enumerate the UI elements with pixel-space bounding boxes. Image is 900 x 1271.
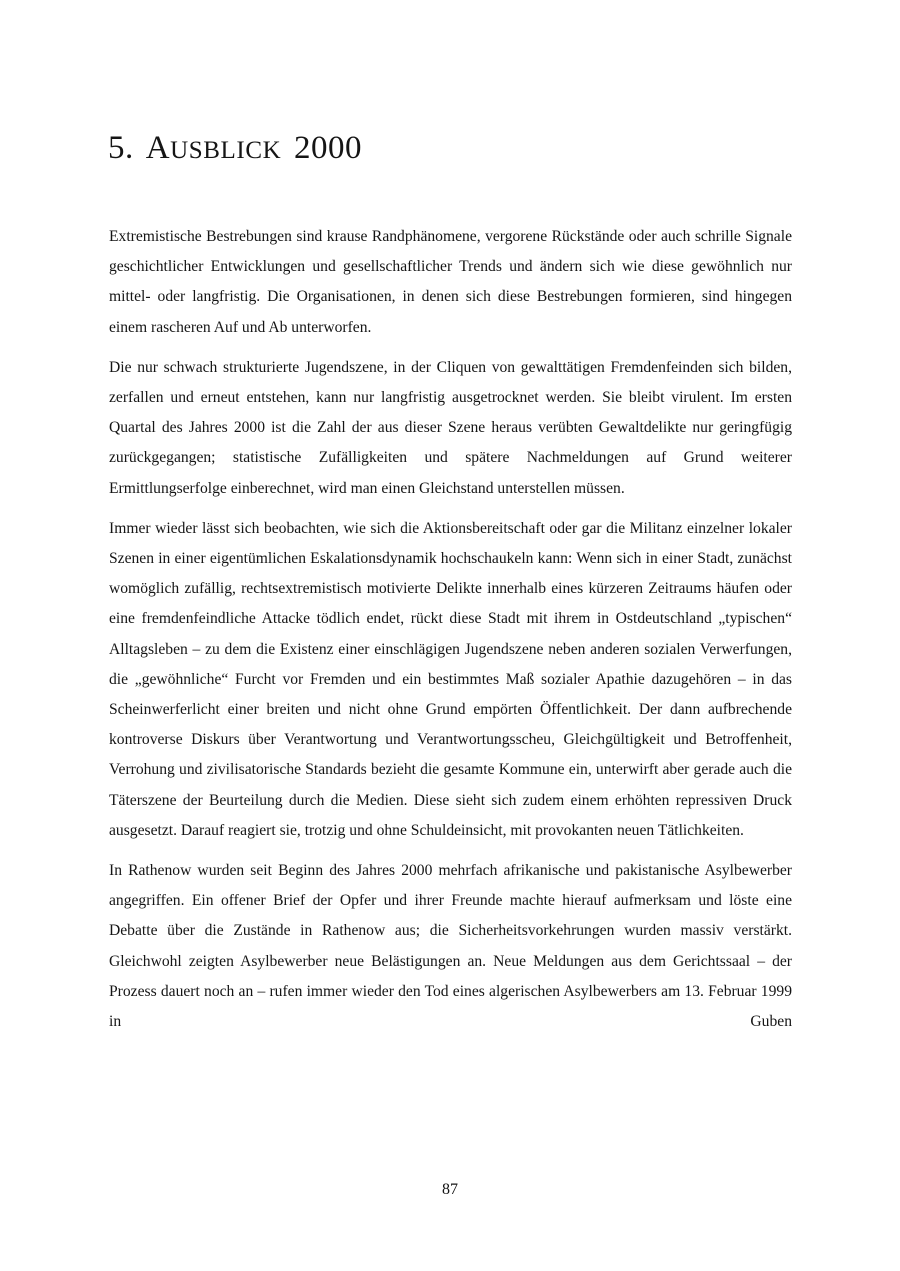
paragraph: In Rathenow wurden seit Beginn des Jahres 2000 mehrfach afrikanische und pakistanische Asylbewerber angegriffen. Ein offener Brief der Opfer und ihrer Freunde machte hierauf aufmerksam und löste eine Debatte über die Zustände in Rathenow aus; die Sicherheitsvorkehrungen wurden massiv verstärkt. Gleichwohl zeigten Asylbewerber neue Belästigungen an. Neue Meldungen aus dem Gerichtssaal – der Prozess dauert noch an – rufen immer wieder den Tod eines algerischen Asylbewerbers am 13. Februar 1999 in Guben bbox=[109, 862, 792, 1031]
chapter-heading bbox=[108, 128, 362, 171]
page-number: 87 bbox=[442, 1181, 458, 1198]
body-text bbox=[109, 222, 792, 1047]
chapter-title-initial: A bbox=[145, 130, 171, 166]
chapter-title-rest: USBLICK bbox=[170, 137, 282, 164]
chapter-year: 2000 bbox=[294, 130, 363, 166]
chapter-number: 5. bbox=[108, 130, 134, 166]
paragraph: Immer wieder lässt sich beobachten, wie sich die Aktionsbereitschaft oder gar die Militanz einzelner lokaler Szenen in einer eigentümlichen Eskalationsdynamik hochschaukeln kann: Wenn sich in einer Stadt, zunächst womöglich zufällig, rechtsextremistisch motivierte Delikte innerhalb eines kürzeren Zeitraums häufen oder eine fremdenfeindliche Attacke tödlich endet, rückt diese Stadt mit ihrem in Ostdeutschland „typischen“ Alltagsleben – zu dem die Existenz einer einschlägigen Jugendszene neben anderen sozialen Verwerfungen, die „gewöhnliche“ Furcht vor Fremden und ein bestimmtes Maß sozialer Apathie dazugehören – in das Scheinwerferlicht einer breiten und nicht ohne Grund empörten Öffentlichkeit. Der dann aufbrechende kontroverse Diskurs über Verantwortung und Verantwortungsscheu, Gleichgültigkeit und Betroffenheit, Verrohung und zivilisatorische Standards bezieht die gesamte Kommune ein, unterwirft aber gerade auch die Täterszene der Beurteilung durch die Medien. Diese sieht sich zudem einem erhöhten repressiven Druck ausgesetzt. Darauf reagiert sie, trotzig und ohne Schuldeinsicht, mit provokanten neuen Tätlichkeiten. bbox=[109, 519, 792, 839]
paragraph: Die nur schwach strukturierte Jugendszene, in der Cliquen von gewalttätigen Fremdenfeinden sich bilden, zerfallen und erneut entstehen, kann nur langfristig ausgetrocknet werden. Sie bleibt virulent. Im ersten Quartal des Jahres 2000 ist die Zahl der aus dieser Szene heraus verübten Gewaltdelikte nur geringfügig zurückgegangen; statistische Zufälligkeiten und spätere Nachmeldungen auf Grund weiterer Ermittlungserfolge einberechnet, wird man einen Gleichstand unterstellen müssen. bbox=[109, 358, 792, 497]
paragraph: Extremistische Bestrebungen sind krause Randphänomene, vergorene Rückstände oder auch schrille Signale geschichtlicher Entwicklungen und gesellschaftlicher Trends und ändern sich wie diese gewöhnlich nur mittel- oder langfristig. Die Organisationen, in denen sich diese Bestrebungen formieren, sind hingegen einem rascheren Auf und Ab unterworfen. bbox=[109, 228, 792, 336]
